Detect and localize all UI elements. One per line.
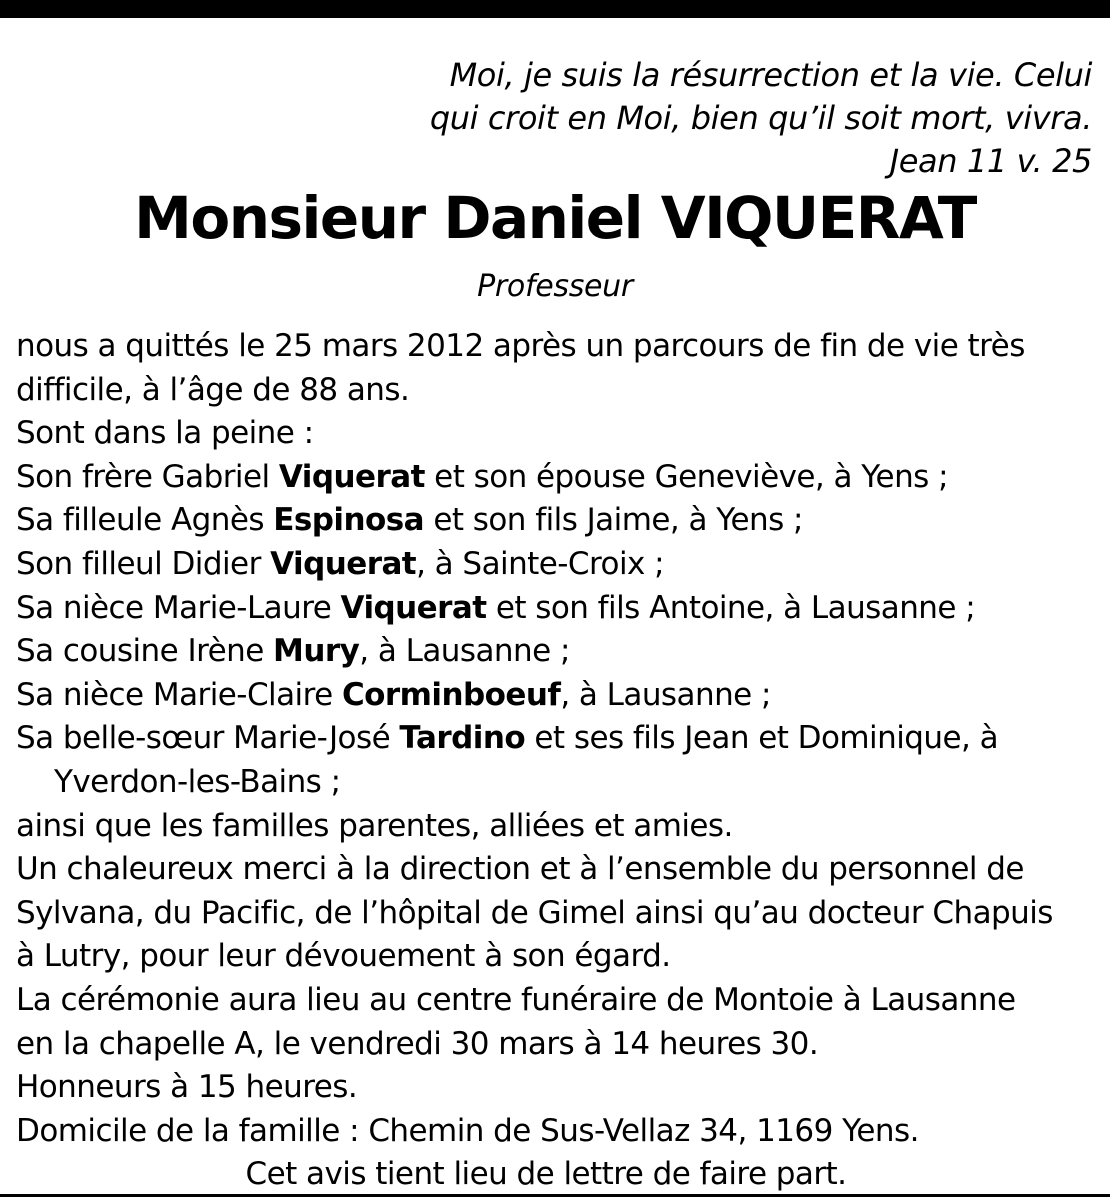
- relation-text: Sa nièce Marie-Claire: [16, 676, 342, 713]
- verse-line-1: Moi, je suis la résurrection et la vie. Celui: [449, 56, 1092, 94]
- relation-text: Sa belle-sœur Marie-José: [16, 720, 400, 757]
- notice-line: Cet avis tient lieu de lettre de faire part.: [245, 1156, 847, 1193]
- relation-text: Sa filleule Agnès: [16, 502, 274, 539]
- verse-line-2: qui croit en Moi, bien qu’il soit mort, vivra.: [429, 99, 1092, 137]
- family-member: [16, 499, 1096, 543]
- family-member: [16, 717, 1096, 761]
- relation-detail: , à Lausanne ;: [560, 676, 771, 713]
- relation-detail: , à Lausanne ;: [359, 633, 570, 670]
- surname: Viquerat: [270, 545, 417, 582]
- relation-detail: et son fils Jaime, à Yens ;: [424, 502, 803, 539]
- family-member: [16, 456, 1096, 500]
- surname: Viquerat: [278, 458, 425, 495]
- honors-line: Honneurs à 15 heures.: [16, 1069, 358, 1106]
- relation-text: Son filleul Didier: [16, 545, 271, 582]
- thanks-line-2: Sylvana, du Pacific, de l’hôpital de Gimel ainsi qu’au docteur Chapuis: [16, 894, 1053, 931]
- family-member: [16, 630, 1096, 674]
- family-member: [16, 674, 1096, 718]
- ceremony-line-1: La cérémonie aura lieu au centre funéraire de Montoie à Lausanne: [16, 981, 1016, 1018]
- relation-detail: , à Sainte-Croix ;: [416, 545, 665, 582]
- domicile-line: Domicile de la famille : Chemin de Sus-Vellaz 34, 1169 Yens.: [16, 1112, 919, 1149]
- surname: Espinosa: [273, 502, 425, 539]
- mourning-intro: Sont dans la peine :: [16, 415, 314, 452]
- thanks-line-1: Un chaleureux merci à la direction et à l’ensemble du personnel de: [16, 851, 1024, 888]
- ceremony-line-2: en la chapelle A, le vendredi 30 mars à 14 heures 30.: [16, 1025, 819, 1062]
- relation-detail: et son épouse Geneviève, à Yens ;: [424, 458, 948, 495]
- surname: Tardino: [399, 720, 526, 757]
- thanks-line-3: à Lutry, pour leur dévouement à son égard.: [16, 938, 671, 975]
- deceased-name: Monsieur Daniel VIQUERAT: [134, 184, 976, 252]
- relation-detail: et son fils Antoine, à Lausanne ;: [486, 589, 976, 626]
- bottom-border-rule: [0, 1194, 1110, 1197]
- top-border-rule: [0, 0, 1110, 18]
- relation-text: Son frère Gabriel: [16, 458, 279, 495]
- family-member: [16, 543, 1096, 587]
- surname: Viquerat: [340, 589, 487, 626]
- announcement-line-1: nous a quittés le 25 mars 2012 après un parcours de fin de vie très: [16, 328, 1025, 364]
- bible-verse: [332, 54, 1092, 183]
- relation-text: Sa cousine Irène: [16, 633, 274, 670]
- relation-text: Sa nièce Marie-Laure: [16, 589, 341, 626]
- surname: Mury: [273, 633, 360, 670]
- obituary-body: [16, 325, 1096, 1197]
- family-member: [16, 587, 1096, 631]
- announcement-line-2: difficile, à l’âge de 88 ans.: [16, 371, 410, 408]
- relation-detail: et ses fils Jean et Dominique, à: [525, 720, 999, 757]
- surname: Corminboeuf: [341, 676, 561, 713]
- families-line: ainsi que les familles parentes, alliées et amies.: [16, 807, 733, 844]
- deceased-profession: Professeur: [477, 269, 633, 304]
- verse-reference: Jean 11 v. 25: [889, 142, 1092, 180]
- family-member-continuation: Yverdon-les-Bains ;: [54, 763, 341, 800]
